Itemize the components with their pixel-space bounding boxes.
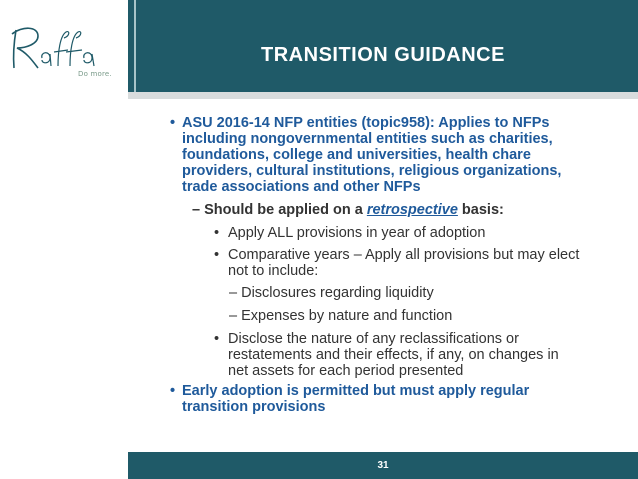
bullet-line: providers, cultural institutions, religious organizations, bbox=[182, 163, 562, 179]
dash-item-liquidity: – Disclosures regarding liquidity bbox=[229, 285, 434, 301]
sub-bullet-text: – Should be applied on a bbox=[192, 202, 367, 218]
item-line: net assets for each period presented bbox=[228, 363, 464, 379]
bullet-asu-scope bbox=[170, 115, 622, 195]
bullet-dot-icon: • bbox=[214, 331, 220, 347]
item-line: Comparative years – Apply all provisions but may elect bbox=[228, 247, 580, 263]
bullet-line: foundations, college and universities, health chare bbox=[182, 147, 531, 163]
bullet-dot-icon: • bbox=[170, 383, 176, 399]
bullet-line: including nongovernmental entities such as charities, bbox=[182, 131, 553, 147]
bullet-dot-icon: • bbox=[214, 247, 220, 263]
logo bbox=[0, 0, 128, 92]
logo-tagline: Do more. bbox=[78, 70, 112, 78]
bullet-line: trade associations and other NFPs bbox=[182, 179, 421, 195]
item-text: Apply ALL provisions in year of adoption bbox=[228, 225, 486, 241]
page-number: 31 bbox=[377, 460, 389, 471]
item-line: not to include: bbox=[228, 263, 319, 279]
retrospective-emphasis: retrospective bbox=[366, 202, 458, 218]
item-comparative-years bbox=[214, 247, 618, 279]
item-apply-all bbox=[214, 225, 618, 241]
footer-bar bbox=[128, 452, 638, 479]
header-divider bbox=[134, 0, 136, 92]
item-disclose-reclassifications bbox=[214, 331, 618, 379]
header-underline bbox=[128, 92, 638, 99]
bullet-line: Early adoption is permitted but must apply regular bbox=[182, 383, 530, 399]
slide-title: TRANSITION GUIDANCE bbox=[261, 44, 505, 66]
dash-item-expenses: – Expenses by nature and function bbox=[229, 308, 453, 324]
raffa-logo-icon bbox=[8, 22, 123, 72]
sub-bullet-retrospective bbox=[192, 202, 612, 218]
item-line: Disclose the nature of any reclassifications or bbox=[228, 331, 519, 347]
bullet-line: transition provisions bbox=[182, 399, 326, 415]
header-bar bbox=[128, 0, 638, 92]
bullet-dot-icon: • bbox=[214, 225, 220, 241]
slide-body bbox=[0, 99, 638, 449]
bullet-early-adoption bbox=[170, 383, 622, 415]
item-line: restatements and their effects, if any, on changes in bbox=[228, 347, 559, 363]
bullet-line: ASU 2016-14 NFP entities (topic958): Applies to NFPs bbox=[182, 115, 550, 131]
bullet-dot-icon: • bbox=[170, 115, 176, 131]
sub-bullet-text-end: basis: bbox=[457, 202, 504, 218]
